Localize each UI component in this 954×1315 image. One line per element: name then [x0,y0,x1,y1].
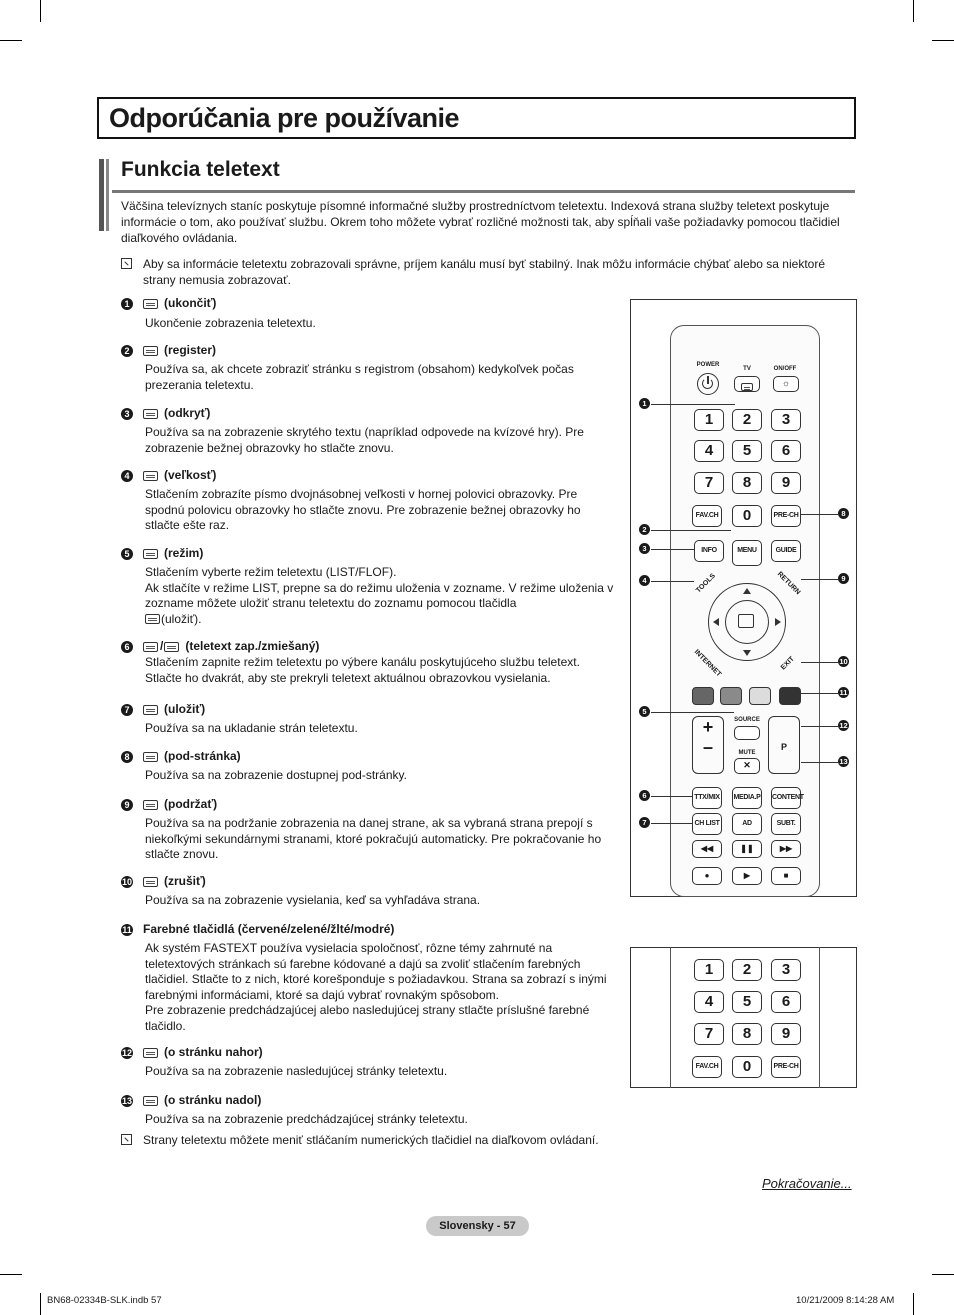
digit-9-button: 9 [771,1023,801,1045]
digit-5-button: 5 [732,991,762,1013]
item-number: 9 [121,799,133,811]
item-description: Používa sa na podržanie zobrazenia na danej strane, ak sa vybraná strana prepojí s niekoľkými sekundárnymi stranami, ktoré pokračujú automaticky. Pre pokračovanie ho stlačte znovu. [145,816,602,861]
digit-1-button: 1 [694,959,724,981]
up-arrow-icon [743,588,751,594]
crop-mark [0,1274,22,1275]
return-label: RETURN [775,570,802,597]
callout-line [651,712,734,713]
item-label: (veľkosť) [164,468,217,482]
item-heading [121,468,216,482]
info-button: INFO [694,540,724,562]
item-label: Farebné tlačidlá (červené/zelené/žlté/modré) [143,922,395,936]
item-description: Používa sa na zobrazenie vysielania, keď sa vyhľadáva strana. [145,893,481,907]
callout-1: 1 [639,398,650,409]
item-number: 13 [121,1095,132,1106]
item-label: (register) [164,343,217,357]
index-ttx-icon [143,346,158,356]
section-bar [106,159,109,231]
tv-icon [741,383,753,391]
digit-7-button: 7 [694,1023,724,1045]
item-number: 2 [121,345,133,357]
digit-7-button: 7 [694,472,724,494]
page-title-box [97,97,856,139]
footer-file: BN68-02334B-SLK.indb 57 [47,1295,162,1306]
crop-mark [913,1293,914,1315]
crop-mark [913,0,914,22]
callout-line [801,514,838,515]
item-description: Používa sa, ak chcete zobraziť stránku s registrom (obsahom) kedykoľvek počas prezerania teletextu. [145,362,574,392]
section-bar [99,159,104,231]
channel-label: P [780,742,787,752]
callout-5: 5 [639,706,650,717]
tv-button [734,376,760,392]
mute-button: ✕ [734,758,760,774]
note-text: Aby sa informácie teletextu zobrazovali správne, príjem kanálu musí byť stabilný. Inak môžu informácie chýbať alebo sa niektoré strany nemusia zobrazovať. [143,257,825,287]
item-description: Ukončenie zobrazenia teletextu. [145,316,316,330]
digit-6-button: 6 [771,440,801,462]
item-number: 11 [122,924,132,935]
item-label: (režim) [164,546,204,560]
item-number: 12 [121,1047,132,1058]
digit-3-button: 3 [771,409,801,431]
store-ttx-icon [145,614,160,624]
item-heading [121,546,203,560]
ch-list-button: CH LIST [692,813,722,835]
crop-mark [932,1274,954,1275]
item-number: 10 [121,876,132,887]
size-ttx-icon [143,471,158,481]
yellow-key [749,687,771,705]
page-up-ttx-icon [143,1048,158,1058]
callout-7: 7 [639,817,650,828]
down-arrow-icon [743,650,751,656]
ttx-mix-button: TTX/MIX [692,787,722,809]
red-key [692,687,714,705]
crop-mark [0,40,22,41]
item-description: Používa sa na zobrazenie skrytého textu (napríklad odpovede na kvízové hry). Pre zobrazenie bežnej obrazovky ho stlačte znovu. [145,425,584,455]
item-desc-text: (uložiť). [161,611,202,626]
item-number: 3 [121,408,133,420]
page-number-badge: Slovensky - 57 [426,1216,529,1236]
note-text: Strany teletextu môžete meniť stláčaním numerických tlačidiel na diaľkovom ovládaní. [143,1133,599,1147]
continued-link: Pokračovanie... [762,1176,852,1191]
mode-ttx-icon [143,549,158,559]
onoff-label: ON/OFF [773,366,797,372]
item-description [145,941,615,1034]
callout-line [651,549,694,550]
play-button: ▶ [732,867,762,885]
item-label: (uložiť) [164,702,206,716]
exit-ttx-icon [143,299,158,309]
source-button [734,726,760,740]
power-label: POWER [696,362,720,368]
callout-9: 9 [838,573,849,584]
green-key [720,687,742,705]
pre-ch-button: PRE-CH [771,1056,801,1078]
enter-icon [738,614,754,628]
item-desc-line [145,612,615,628]
item-label: (teletext zap./zmiešaný) [185,639,320,653]
content-button: CONTENT [771,787,801,809]
item-desc-line: Stlačením vyberte režim teletextu (LIST/FLOF). [145,565,397,579]
item-desc-line: Ak systém FASTEXT používa vysielacia spoločnosť, rôzne témy zahrnuté na teletextových stránkach sú farebne kódované a dajú sa zvoliť stlačením farebných tlačidiel. Stlačte to z nich, ktoré korešponduje s požiadavkou. Strana sa zobrazí s inými farebnými informáciami, ktoré sa dajú vybrať rovnakým spôsobom. [145,941,607,1002]
digit-9-button: 9 [771,472,801,494]
ad-button: AD [732,813,762,835]
item-desc-line: Ak stlačíte v režime LIST, prepne sa do režimu uloženia v zozname. V režime uloženia v zozname môžete uložiť stranu teletextu do zoznamu pomocou tlačidla [145,580,614,610]
item-heading [121,1045,263,1059]
callout-line [801,762,838,763]
item-heading [121,406,210,420]
digit-5-button: 5 [732,440,762,462]
digit-2-button: 2 [732,409,762,431]
callout-6: 6 [639,790,650,801]
item-heading [121,797,217,811]
mute-label: MUTE [738,750,756,756]
item-heading [121,874,206,888]
item-label: (zrušiť) [164,874,206,888]
callout-line [651,823,692,824]
mix-ttx-icon [164,642,179,652]
intro-text: Väčšina televíznych staníc poskytuje písomné informačné služby prostredníctvom teletextu. Indexová strana služby teletext poskytuje informácie o tom, ako používať službu. Okrem toho môžete vybrať rozličné možnosti tak, aby spĺňali vaše požiadavky pomocou tlačidiel diaľkového ovládania. [121,199,840,245]
hold-ttx-icon [143,800,158,810]
item-number: 4 [121,470,133,482]
subt-button: SUBT. [771,813,801,835]
reveal-ttx-icon [143,409,158,419]
digit-0-button: 0 [732,1056,762,1078]
store-ttx-icon [143,705,158,715]
item-description: Stlačením zapnite režim teletextu po výbere kanálu poskytujúceho službu teletext. Stlačte ho dvakrát, aby ste prekryli teletext aktuálnou obrazovkou vysielania. [145,655,580,685]
section-title: Funkcia teletext [121,158,280,181]
footer-timestamp: 10/21/2009 8:14:28 AM [796,1295,895,1306]
digit-6-button: 6 [771,991,801,1013]
callout-line [801,693,838,694]
digit-8-button: 8 [732,1023,762,1045]
item-number: 5 [121,548,133,560]
record-button: ● [692,867,722,885]
note-icon [121,1134,132,1145]
item-heading [121,922,394,936]
left-arrow-icon [713,618,719,626]
source-label: SOURCE [734,717,760,723]
callout-12: 12 [839,721,848,730]
callout-line [651,404,735,405]
item-number: 1 [121,298,133,310]
item-heading [121,343,216,357]
item-number: 8 [121,751,133,763]
power-button [697,373,719,395]
item-heading [121,296,216,310]
crop-mark [40,1293,41,1315]
light-button: ☼ [773,376,799,392]
digit-8-button: 8 [732,472,762,494]
item-heading [121,749,241,763]
item-heading [121,1093,261,1107]
item-label: (odkryť) [164,406,211,420]
item-description [145,565,615,627]
item-description: Používa sa na zobrazenie nasledujúcej stránky teletextu. [145,1064,448,1078]
item-label: (pod-stránka) [164,749,241,763]
stop-button: ■ [771,867,801,885]
item-description: Stlačením zobrazíte písmo dvojnásobnej veľkosti v hornej polovici obrazovky. Pre spodnú polovicu obrazovky ho stlačte znovu. Pre zobrazenie bežnej obrazovky ho stlačte ešte raz. [145,487,581,532]
callout-3: 3 [639,543,650,554]
page-title: Odporúčania pre používanie [109,103,460,133]
cancel-ttx-icon [143,877,158,887]
item-description: Používa sa na zobrazenie predchádzajúcej stránky teletextu. [145,1112,468,1126]
callout-line [651,530,731,531]
callout-line [651,581,694,582]
crop-mark [40,0,41,22]
fast-forward-button: ▶▶ [771,840,801,858]
callout-13: 13 [839,757,848,766]
digit-3-button: 3 [771,959,801,981]
digit-0-button: 0 [732,505,762,527]
digit-4-button: 4 [694,440,724,462]
fav-ch-button: FAV.CH [692,1056,722,1078]
blue-key [779,687,801,705]
menu-button: MENU [732,540,762,566]
digit-2-button: 2 [732,959,762,981]
right-arrow-icon [775,618,781,626]
section-rule [112,190,855,193]
item-description: Používa sa na zobrazenie dostupnej pod-stránky. [145,768,407,782]
callout-line [801,579,838,580]
callout-line [801,726,838,727]
exit-label: EXIT [779,655,796,672]
rewind-button: ◀◀ [692,840,722,858]
callout-11: 11 [839,688,848,697]
media-p-button: MEDIA.P [732,787,762,809]
guide-button: GUIDE [771,540,801,562]
fav-ch-button: FAV.CH [692,505,722,527]
item-desc-line: Pre zobrazenie predchádzajúcej alebo nasledujúcej strany stlačte príslušné farebné tlačidlo. [145,1003,590,1033]
tv-label: TV [743,366,751,372]
digit-1-button: 1 [694,409,724,431]
callout-10: 10 [839,657,848,666]
callout-line [651,796,692,797]
internet-label: INTERNET [692,648,723,679]
item-label: (o stránku nahor) [164,1045,263,1059]
digit-4-button: 4 [694,991,724,1013]
crop-mark [932,40,954,41]
pre-ch-button: PRE-CH [771,505,801,527]
note-icon [121,258,132,269]
item-label: (podržať) [164,797,218,811]
item-label: (o stránku nadol) [164,1093,262,1107]
callout-line [801,662,838,663]
pause-button: ❚❚ [732,840,762,858]
callout-8: 8 [838,508,849,519]
subpage-ttx-icon [143,752,158,762]
volume-rocker: + – [692,716,724,774]
item-heading: 6 / (teletext zap./zmiešaný) [121,639,319,653]
item-number: 6 [121,641,133,653]
tools-label: TOOLS [695,572,717,595]
item-description: Používa sa na ukladanie strán teletextu. [145,721,358,735]
page-down-ttx-icon [143,1096,158,1106]
item-label: (ukončiť) [164,296,217,310]
item-heading [121,702,205,716]
callout-2: 2 [639,524,650,535]
callout-4: 4 [639,575,650,586]
ttx-on-icon [143,642,158,652]
item-number: 7 [121,704,133,716]
